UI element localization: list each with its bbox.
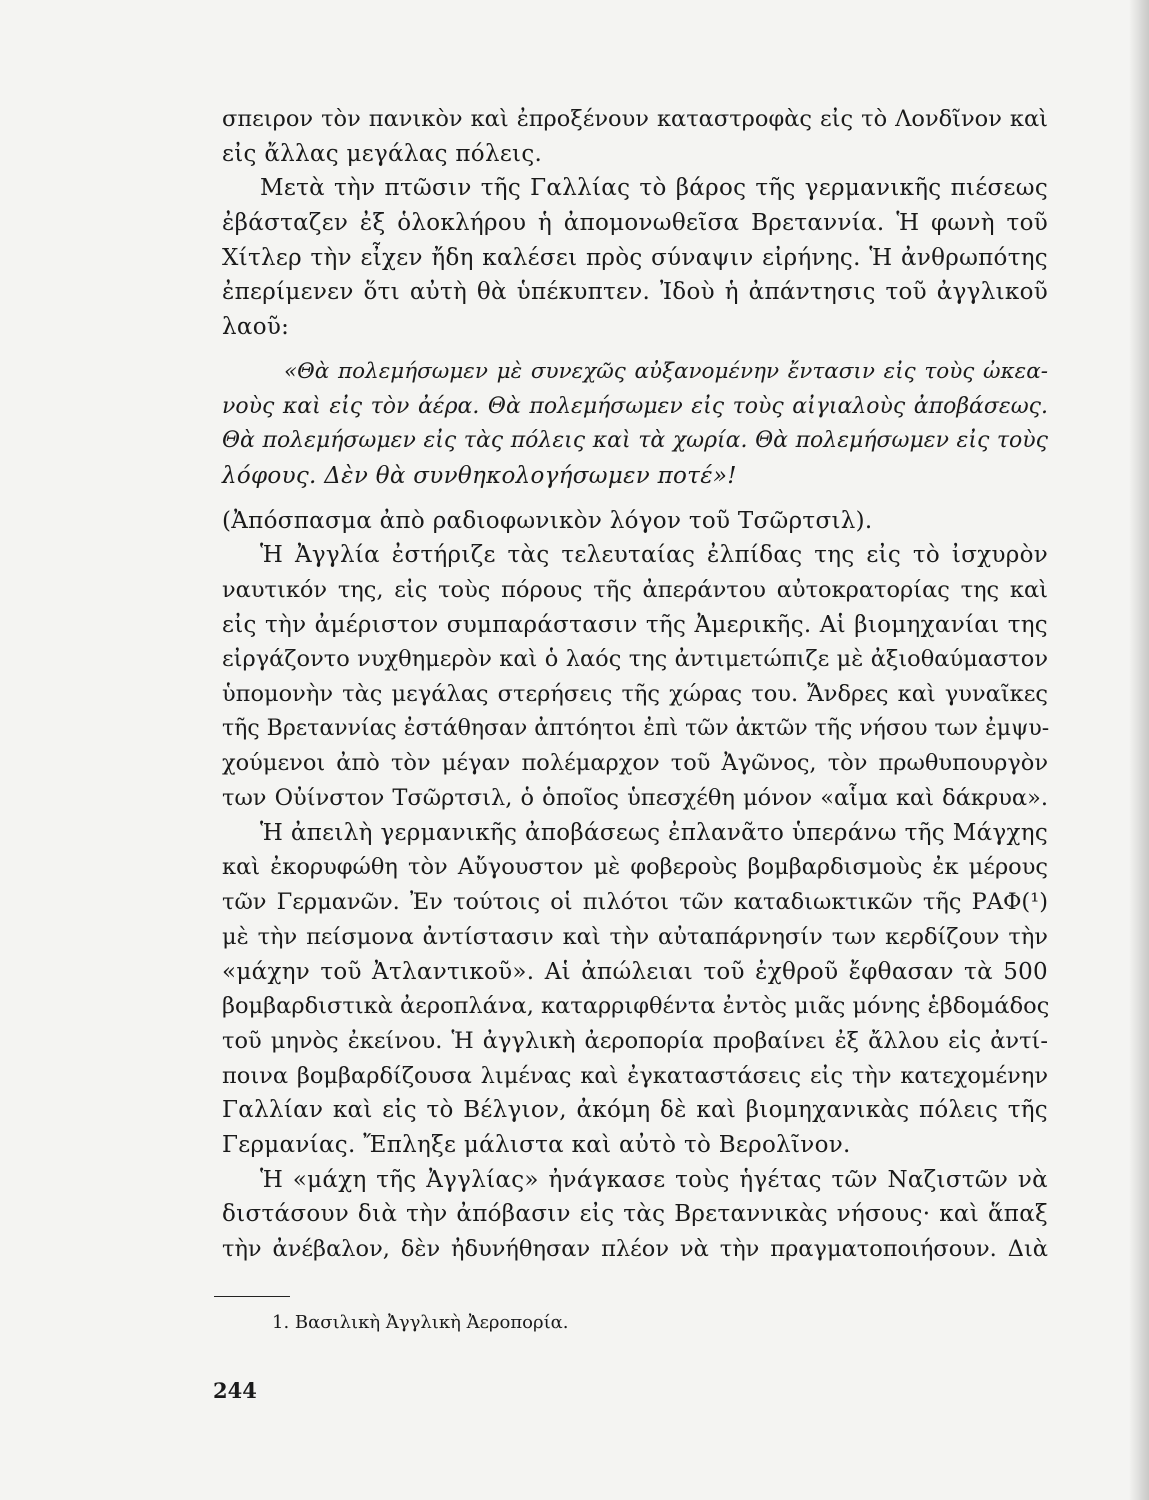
page-body [222,102,1048,1267]
text-line: τὴν ἀνέβαλον, δὲν ἠδυνήθησαν πλέον νὰ τὴν πραγματοποιήσουν. Διὰ [222,1236,1048,1262]
text-line: εἰς τὴν ἀμέριστον συμπαράστασιν τῆς Ἀμερικῆς. Αἱ βιομηχανίαι της [222,611,1048,638]
text-line: Γερμανίας. Ἔπληξε μάλιστα καὶ αὐτὸ τὸ Βερολῖνον. [222,1131,851,1158]
text-line: εἰς ἄλλας μεγάλας πόλεις. [222,140,543,167]
quote-line: λόφους. Δὲν θὰ συνθηκολογήσωμεν ποτέ»! [222,462,737,489]
text-line: Ἡ Ἀγγλία ἐστήριζε τὰς τελευταίας ἐλπίδας της εἰς τὸ ἰσχυρὸν [260,542,1048,569]
text-line: βομβαρδιστικὰ ἀεροπλάνα, καταρριφθέντα ἐντὸς μιᾶς μόνης ἑβδομάδος [222,993,1050,1020]
quote-line: «Θὰ πολεμήσωμεν μὲ συνεχῶς αὐξανομένην ἔντασιν εἰς τοὺς ὠκεα- [284,358,1048,384]
text-line: μὲ τὴν πείσμονα ἀντίστασιν καὶ τὴν αὐταπάρνησίν των κερδίζουν τὴν [222,923,1048,950]
text-line: διστάσουν διὰ τὴν ἀπόβασιν εἰς τὰς Βρεταννικὰς νήσους· καὶ ἅπαξ [222,1201,1048,1228]
text-line: ποινα βομβαρδίζουσα λιμένας καὶ ἐγκαταστάσεις εἰς τὴν κατεχομένην [222,1062,1048,1089]
text-line: ὑπομονὴν τὰς μεγάλας στερήσεις τῆς χώρας του. Ἄνδρες καὶ γυναῖκες [222,681,1048,707]
text-line: χούμενοι ἀπὸ τὸν μέγαν πολέμαρχον τοῦ Ἀγῶνος, τὸν πρωθυπουργὸν [222,750,1048,777]
footnote-rule [214,1296,290,1297]
footnote: 1. Βασιλικὴ Ἀγγλικὴ Ἀεροπορία. [272,1312,569,1333]
page-number: 244 [213,1378,257,1403]
text-line: ναυτικόν της, εἰς τοὺς πόρους τῆς ἀπεράντου αὐτοκρατορίας της καὶ [222,576,1048,603]
page-edge-shadow [1129,0,1149,1500]
text-line: ἐβάσταζεν ἐξ ὁλοκλήρου ἡ ἀπομονωθεῖσα Βρεταννία. Ἡ φωνὴ τοῦ [222,210,1048,237]
quote-source: (Ἀπόσπασμα ἀπὸ ραδιοφωνικὸν λόγον τοῦ Τσῶρτσιλ). [222,507,873,534]
quote-line: νοὺς καὶ εἰς τὸν ἀέρα. Θὰ πολεμήσωμεν εἰς τοὺς αἰγιαλοὺς ἀποβάσεως. [222,393,1048,419]
text-line: καὶ ἐκορυφώθη τὸν Αὔγουστον μὲ φοβεροὺς βομβαρδισμοὺς ἐκ μέρους [222,854,1048,881]
text-line: τοῦ μηνὸς ἐκείνου. Ἡ ἀγγλικὴ ἀεροπορία προβαίνει ἐξ ἄλλου εἰς ἀντί- [222,1027,1048,1054]
text-line: Μετὰ τὴν πτῶσιν τῆς Γαλλίας τὸ βάρος τῆς γερμανικῆς πιέσεως [260,175,1048,202]
quote-line: Θὰ πολεμήσωμεν εἰς τὰς πόλεις καὶ τὰ χωρία. Θὰ πολεμήσωμεν εἰς τοὺς [222,428,1048,454]
text-line: των Οὐίνστον Τσῶρτσιλ, ὁ ὁποῖος ὑπεσχέθη μόνον «αἷμα καὶ δάκρυα». [222,785,1048,812]
text-line: «μάχην τοῦ Ἀτλαντικοῦ». Αἱ ἀπώλειαι τοῦ ἐχθροῦ ἔφθασαν τὰ 500 [222,958,1048,985]
text-line: σπειρον τὸν πανικὸν καὶ ἐπροξένουν καταστροφὰς εἰς τὸ Λονδῖνον καὶ [222,106,1048,132]
text-line: τῆς Βρεταννίας ἐστάθησαν ἀπτόητοι ἐπὶ τῶν ἀκτῶν τῆς νήσου των ἐμψυ- [222,715,1050,741]
text-line: τῶν Γερμανῶν. Ἐν τούτοις οἱ πιλότοι τῶν καταδιωκτικῶν τῆς ΡΑΦ(¹) [222,889,1048,916]
text-line: Ἡ «μάχη τῆς Ἀγγλίας» ἠνάγκασε τοὺς ἡγέτας τῶν Ναζιστῶν νὰ [260,1166,1048,1193]
text-line: Ἡ ἀπειλὴ γερμανικῆς ἀποβάσεως ἐπλανᾶτο ὑπεράνω τῆς Μάγχης [260,819,1048,846]
text-line: λαοῦ: [222,314,290,341]
text-line: Γαλλίαν καὶ εἰς τὸ Βέλγιον, ἀκόμη δὲ καὶ βιομηχανικὰς πόλεις τῆς [222,1097,1048,1124]
text-line: εἰργάζοντο νυχθημερὸν καὶ ὁ λαός της ἀντιμετώπιζε μὲ ἀξιοθαύμαστον [222,646,1048,673]
text-line: Χίτλερ τὴν εἶχεν ἤδη καλέσει πρὸς σύναψιν εἰρήνης. Ἡ ἀνθρωπότης [222,244,1048,271]
text-line: ἐπερίμενεν ὅτι αὐτὴ θὰ ὑπέκυπτεν. Ἰδοὺ ἡ ἀπάντησις τοῦ ἀγγλικοῦ [222,279,1048,306]
